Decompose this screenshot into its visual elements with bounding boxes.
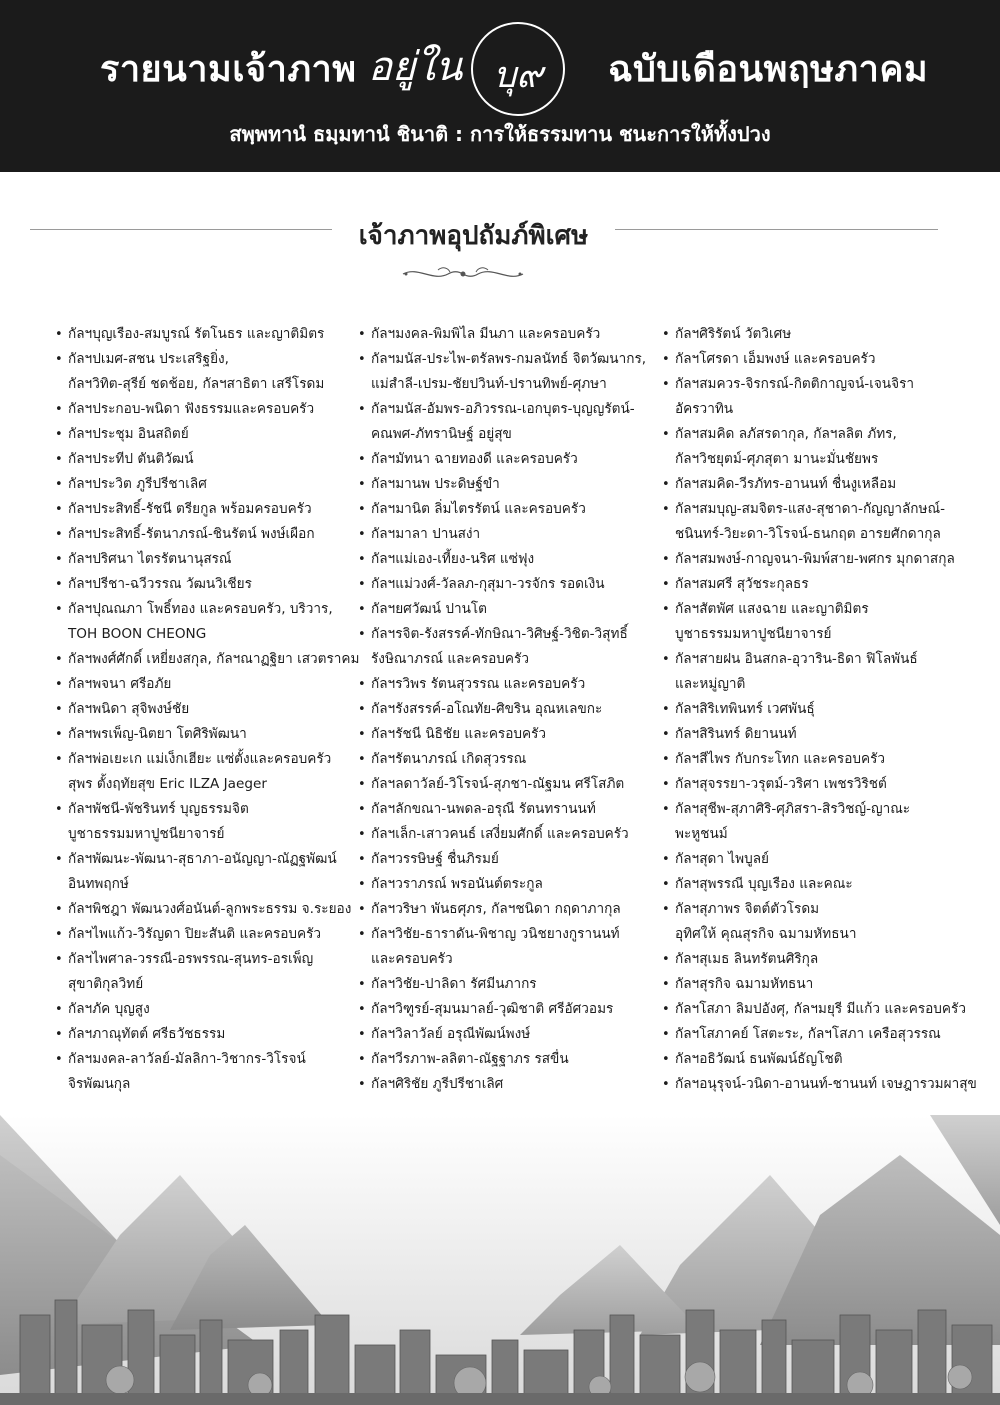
donor-list-item [55, 422, 355, 447]
donor-list-item [662, 597, 962, 647]
donor-list-item [358, 397, 658, 447]
section-title: เจ้าภาพอุปถัมภ์พิเศษ [358, 221, 589, 251]
donor-name-line: • กัลฯสายฝน อินสกล-อุวาริน-ธิดา ฟิโลพันธ์ [675, 651, 918, 667]
donor-name-line: • กัลฯแม่วงศ์-วัลลภ-กุสุมา-วรจักร รอดเงิน [371, 576, 605, 592]
donor-list-item [358, 1022, 658, 1047]
donor-list-column-3 [662, 322, 977, 1097]
donor-name-line: • กัลฯมัทนา ฉายทองดี และครอบครัว [371, 451, 578, 467]
donor-name-line: • กัลฯปุณณภา โพธิ์ทอง และครอบครัว, บริวาร, [68, 601, 333, 617]
donor-name-line: • กัลฯพรเพ็ญ-นิตยา โตศิริพัฒนา [68, 726, 247, 742]
donor-name-line: • กัลฯประชุม อินสถิตย์ [68, 426, 189, 442]
donor-list-item [662, 722, 962, 747]
donor-name-line: • กัลฯสุชีพ-สุภาศิริ-ศุภิสรา-สิรวิชญ์-ญาณะ [675, 801, 911, 817]
donor-name-line: • กัลฯสมศรี สุวัชระกุลธร [675, 576, 809, 592]
donor-name-line: • กัลฯบุญเรือง-สมบูรณ์ รัตโนธร และญาติมิตร [68, 326, 325, 342]
header-title-left: รายนามเจ้าภาพ [100, 49, 357, 90]
donor-list-item [55, 697, 355, 722]
donor-list-item [55, 847, 355, 897]
donor-list-item [55, 897, 355, 922]
donor-name-line: • กัลฯมานิต ลิ่มไตรรัตน์ และครอบครัว [371, 501, 586, 517]
donor-name-line: • กัลฯวริษา พันธศุภร, กัลฯชนิดา กฤดาภากุล [371, 901, 621, 917]
donor-name-line: กัลฯวิชยุตม์-ศุภสุตา มานะมั่นชัยพร [675, 451, 879, 467]
donor-name-line: • กัลฯปรีชา-ฉวีวรรณ วัฒนวิเชียร [68, 576, 252, 592]
donor-name-line: • กัลฯศิริชัย ภูรีปรีชาเลิศ [371, 1076, 504, 1092]
donor-list-item [662, 847, 962, 872]
donor-list-item [662, 697, 962, 722]
donor-name-line: พะหูชนม์ [675, 826, 728, 842]
donor-list-item [55, 647, 360, 672]
donor-name-line: • กัลฯลดาวัลย์-วิโรจน์-สุภชา-ณัฐมน ศรีโสภิต [371, 776, 625, 792]
heading-rule-left [30, 229, 332, 230]
donor-name-line: อุทิศให้ คุณสุรกิจ ฉมามหัทธนา [675, 926, 857, 942]
donor-list-item [662, 747, 962, 772]
donor-name-line: • กัลฯมนัส-อัมพร-อภิวรรณ-เอกบุตร-บุญญรัตน์- [371, 401, 635, 417]
donor-name-line: • กัลฯรวิพร รัตนสุวรรณ และครอบครัว [371, 676, 586, 692]
donor-list-item [55, 472, 355, 497]
donor-name-line: • กัลฯสมคิด-วีรภัทร-อานนท์ ชื่นงูเหลือม [675, 476, 897, 492]
magazine-logo [368, 22, 598, 118]
donor-list-item [55, 397, 355, 422]
donor-name-line: • กัลฯวรรษิษฐ์ ชื่นภิรมย์ [371, 851, 499, 867]
donor-name-line: • กัลฯรัตนาภรณ์ เกิดสุวรรณ [371, 751, 527, 767]
donor-list-item [662, 1072, 977, 1097]
donor-name-line: • กัลฯเล็ก-เสาวคนธ์ เสงี่ยมศักดิ์ และครอบครัว [371, 826, 629, 842]
donor-name-line: และหมู่ญาติ [675, 676, 746, 692]
donor-name-line: • กัลฯไพแก้ว-วิรัญดา ปิยะสันติ และครอบครัว [68, 926, 322, 942]
donor-list-item [358, 697, 658, 722]
donor-list-item [358, 547, 658, 572]
donor-name-line: • กัลฯมาลา ปานสง่า [371, 526, 481, 542]
donor-name-line: อัครวาทิน [675, 401, 734, 417]
donor-list-item [662, 547, 962, 572]
donor-name-line: • กัลฯพิชฎา พัฒนวงศ์อนันต์-ลูกพระธรรม จ.ระยอง [68, 901, 352, 917]
donor-name-line: • กัลฯประสิทธิ์-รัชนี ตรียกูล พร้อมครอบครัว [68, 501, 312, 517]
donor-list-item [662, 1047, 962, 1072]
donor-list-column-2 [358, 322, 658, 1097]
donor-list-item [358, 597, 658, 622]
donor-name-line: • กัลฯสัตพัศ แสงฉาย และญาติมิตร [675, 601, 869, 617]
donor-list-item [55, 1022, 355, 1047]
donor-name-line: ชนินทร์-วิยะดา-วิโรจน์-ธนกฤต อารยศักดากุล [675, 526, 941, 542]
donor-list-item [662, 797, 962, 847]
donor-list-item [55, 722, 355, 747]
donor-list-item [55, 747, 355, 797]
donor-name-line: • กัลฯสุพรรณี บุญเรือง และคณะ [675, 876, 853, 892]
donor-name-line: สุขาติกุลวิทย์ [68, 976, 144, 992]
donor-name-line: • กัลฯวิฑูรย์-สุมนมาลย์-วุฒิชาติ ศรีอัศวอมร [371, 1001, 614, 1017]
donor-name-line: • กัลฯมานพ ประดิษฐ์ขำ [371, 476, 500, 492]
donor-name-line: • กัลฯวราภรณ์ พรอนันต์ตระกูล [371, 876, 543, 892]
donor-list-item [662, 872, 962, 897]
donor-list-item [358, 497, 658, 522]
donor-list-item [358, 472, 658, 497]
donor-name-line: • กัลฯประกอบ-พนิดา ฟังธรรมและครอบครัว [68, 401, 315, 417]
donor-name-line: • กัลฯรัชนี นิธิชัย และครอบครัว [371, 726, 547, 742]
donor-name-line: • กัลฯวิชัย-ปาลิดา รัศมีนภากร [371, 976, 537, 992]
donor-list-item [358, 797, 658, 822]
donor-name-line: • กัลฯมงคล-พิมพิไล มีนภา และครอบครัว [371, 326, 601, 342]
donor-list-item [55, 497, 355, 522]
donor-list-item [358, 447, 658, 472]
donor-list-item [358, 522, 658, 547]
donor-list-item [358, 997, 658, 1022]
donor-list-item [55, 947, 355, 997]
donor-name-line: • กัลฯแม่เอง-เที้ยง-นริศ แซ่ฟุง [371, 551, 535, 567]
donor-name-line: และครอบครัว [371, 951, 453, 967]
donor-list-item [55, 547, 355, 572]
donor-name-line: • กัลฯพจนา ศรีอภัย [68, 676, 172, 692]
donor-name-line: • กัลฯมนัส-ประไพ-ตรัลพร-กมลนัทธ์ จิตวัฒนากร, [371, 351, 647, 367]
header-title-right: ฉบับเดือนพฤษภาคม [608, 49, 929, 90]
donor-name-line: กัลฯวิทิต-สุรีย์ ชดช้อย, กัลฯสาธิตา เสรีโรดม [68, 376, 325, 392]
donor-list-item [358, 1072, 658, 1097]
donor-list-item [662, 772, 962, 797]
donor-name-line: • กัลฯพัชนี-พัชรินทร์ บุญธรรมจิต [68, 801, 249, 817]
donor-name-line: • กัลฯประสิทธิ์-รัตนาภรณ์-ชินรัตน์ พงษ์เผือก [68, 526, 315, 542]
donor-list-item [662, 897, 962, 947]
logo-circle-text: บุ๙ [493, 55, 543, 96]
donor-name-line: • กัลฯปริศนา ไตรรัตนานุสรณ์ [68, 551, 232, 567]
donor-list-item [662, 497, 962, 547]
donor-name-line: • กัลฯสมคิด ลภัสรดากุล, กัลฯลลิต ภัทร, [675, 426, 897, 442]
donor-name-line: • กัลฯวิชัย-ธาราดัน-พิชาญ วนิชยางกูรานนท์ [371, 926, 620, 942]
donor-list-item [662, 972, 962, 997]
donor-name-line: รังษิณาภรณ์ และครอบครัว [371, 651, 529, 667]
donor-name-line: • กัลฯสมพงษ์-กาญจนา-พิมพ์สาย-พศกร มุกดาสกุล [675, 551, 955, 567]
donor-name-line: • กัลฯอธิวัฒน์ ธนพัฒน์ธัญโชติ [675, 1051, 843, 1067]
donor-name-line: บูชาธรรมมหาปูชนียาจารย์ [68, 826, 225, 842]
donor-name-line: • กัลฯประทีป ตันติวัฒน์ [68, 451, 194, 467]
donor-name-line: • กัลฯอนุรุจน์-วนิดา-อานนท์-ชานนท์ เจษฎารวมผาสุข [675, 1076, 977, 1092]
donor-list-item [662, 997, 966, 1022]
donor-name-line: • กัลฯประวิต ภูรีปรีชาเลิศ [68, 476, 207, 492]
donor-name-line: • กัลฯไพศาล-วรรณี-อรพรรณ-สุนทร-อรเพ็ญ [68, 951, 314, 967]
donor-name-line: อินทพฤกษ์ [68, 876, 129, 892]
donor-name-line: • กัลฯภัค บุญสูง [68, 1001, 150, 1017]
donor-list-item [662, 947, 962, 972]
donor-list-item [55, 572, 355, 597]
donor-list-item [358, 847, 658, 872]
donor-list-item [55, 447, 355, 472]
donor-list-item [662, 422, 962, 472]
donor-list-item [55, 672, 355, 697]
donor-list-item [55, 1047, 355, 1097]
donor-name-line: • กัลฯโสภา ลิมปอังศุ, กัลฯมยุรี มีแก้ว และครอบครัว [675, 1001, 966, 1017]
donor-list-item [358, 672, 658, 697]
ornament-divider-icon [398, 264, 528, 284]
header-subtitle: สพฺพทานํ ธมฺมทานํ ชินาติ : การให้ธรรมทาน ชนะการให้ทั้งปวง [229, 122, 771, 146]
section-heading [30, 215, 938, 255]
donor-list-item [358, 622, 658, 672]
donor-list-item [358, 747, 658, 772]
donor-list-item [358, 822, 658, 847]
donor-name-line: • กัลฯโศรดา เอ็มพงษ์ และครอบครัว [675, 351, 876, 367]
donor-list-item [358, 922, 658, 972]
donor-name-line: • กัลฯสิรินทร์ ดิยานนท์ [675, 726, 797, 742]
donor-name-line: • กัลฯสุเมธ ลินทรัตนศิริกุล [675, 951, 819, 967]
donor-name-line: • กัลฯโสภาคย์ โสตะระ, กัลฯโสภา เครือสุวรรณ [675, 1026, 941, 1042]
donor-name-line: • กัลฯมงคล-ลาวัลย์-มัลลิกา-วิชากร-วิโรจน์ [68, 1051, 306, 1067]
donor-name-line: • กัลฯสุรกิจ ฉมามหัทธนา [675, 976, 814, 992]
donor-list-item [358, 722, 658, 747]
donor-list-item [358, 347, 658, 397]
donor-list-item [358, 972, 658, 997]
donor-name-line: • กัลฯสิริเทพินทร์ เวศพันธุ์ [675, 701, 815, 717]
donor-list-item [358, 772, 658, 797]
donor-name-line: • กัลฯสมควร-จิรกรณ์-กิตติกาญจน์-เจนจิรา [675, 376, 914, 392]
mountain-crystal-illustration [0, 1115, 1000, 1405]
donor-list-item [55, 347, 355, 397]
donor-name-line: • กัลฯพ่อเยะเก แม่เง็กเฮียะ แซ่ตั้งและครอบครัว [68, 751, 332, 767]
donor-list-item [662, 372, 962, 422]
donor-list-item [662, 347, 962, 372]
donor-list-item [55, 322, 355, 347]
donor-name-line: TOH BOON CHEONG [68, 626, 207, 642]
donor-list-item [55, 922, 355, 947]
donor-name-line: • กัลฯวีรภาพ-ลลิตา-ณัฐฐาภร รสขื่น [371, 1051, 569, 1067]
donor-list-item [358, 897, 658, 922]
donor-name-line: • กัลฯศิริรัตน์ วัตวิเศษ [675, 326, 792, 342]
donor-name-line: • กัลฯรังสรรค์-อโณทัย-ศิขริน อุณหเลขกะ [371, 701, 603, 717]
donor-name-line: • กัลฯสุภาพร จิตต์ตัวโรดม [675, 901, 820, 917]
donor-name-line: • กัลฯวิลาวัลย์ อรุณีพัฒน์พงษ์ [371, 1026, 531, 1042]
donor-name-line: • กัลฯภาณุทัตต์ ศรีธวัชธรรม [68, 1026, 226, 1042]
donor-name-line: คณพศ-ภัทรานิษฐ์ อยู่สุข [371, 426, 512, 442]
donor-name-line: บูชาธรรมมหาปูชนียาจารย์ [675, 626, 832, 642]
heading-rule-right [615, 229, 938, 230]
donor-list-item [358, 1047, 658, 1072]
donor-name-line: • กัลฯพัฒนะ-พัฒนา-สุธาภา-อนัญญา-ณัฏฐพัฒน์ [68, 851, 337, 867]
donor-list-item [55, 597, 355, 647]
donor-name-line: จิรพัฒนกุล [68, 1076, 131, 1092]
donor-name-line: • กัลฯสุดา ไพบูลย์ [675, 851, 769, 867]
donor-name-line: • กัลฯพนิดา สุจิพงษ์ชัย [68, 701, 190, 717]
donor-list-item [662, 572, 962, 597]
donor-name-line: • กัลฯสีไพร กับกระโทก และครอบครัว [675, 751, 886, 767]
donor-list-item [358, 872, 658, 897]
donor-list-column-1 [55, 322, 360, 1097]
donor-name-line: แม่สำลี-เปรม-ชัยปวินท์-ปรานทิพย์-ศุภษา [371, 376, 607, 392]
donor-list-item [662, 647, 962, 697]
donor-name-line: • กัลฯยศวัฒน์ ปานโต [371, 601, 487, 617]
donor-list-item [662, 322, 962, 347]
donor-list-item [662, 472, 962, 497]
donor-name-line: • กัลฯสุจรรยา-วรุตม์-วริศา เพชรวิริชต์ [675, 776, 887, 792]
donor-name-line: • กัลฯรจิต-รังสรรค์-ทักษิณา-วิศิษฐ์-วิชิต-วิสุทธิ์ [371, 626, 628, 642]
donor-name-line: สุพร ตั้งฤทัยสุข Eric ILZA Jaeger [68, 776, 267, 792]
donor-list-item [55, 522, 355, 547]
logo-circle [471, 22, 565, 116]
donor-list-item [358, 572, 658, 597]
donor-name-line: • กัลฯสมบุญ-สมจิตร-แสง-สุชาดา-กัญญาลักษณ์- [675, 501, 946, 517]
logo-text: อยู่ใน [368, 44, 463, 90]
page-header [0, 0, 1000, 172]
donor-list-item [662, 1022, 962, 1047]
donor-list-item [358, 322, 658, 347]
donor-name-line: • กัลฯปเมศ-สชน ประเสริฐยิ่ง, [68, 351, 230, 367]
donor-list-item [55, 797, 355, 847]
donor-name-line: • กัลฯพงศ์ศักดิ์ เหยี่ยงสกุล, กัลฯณาฏฐิยา เสวตราคม [68, 651, 360, 667]
donor-list-item [55, 997, 355, 1022]
donor-name-line: • กัลฯลักขณา-นพดล-อรุณี รัตนทรานนท์ [371, 801, 596, 817]
